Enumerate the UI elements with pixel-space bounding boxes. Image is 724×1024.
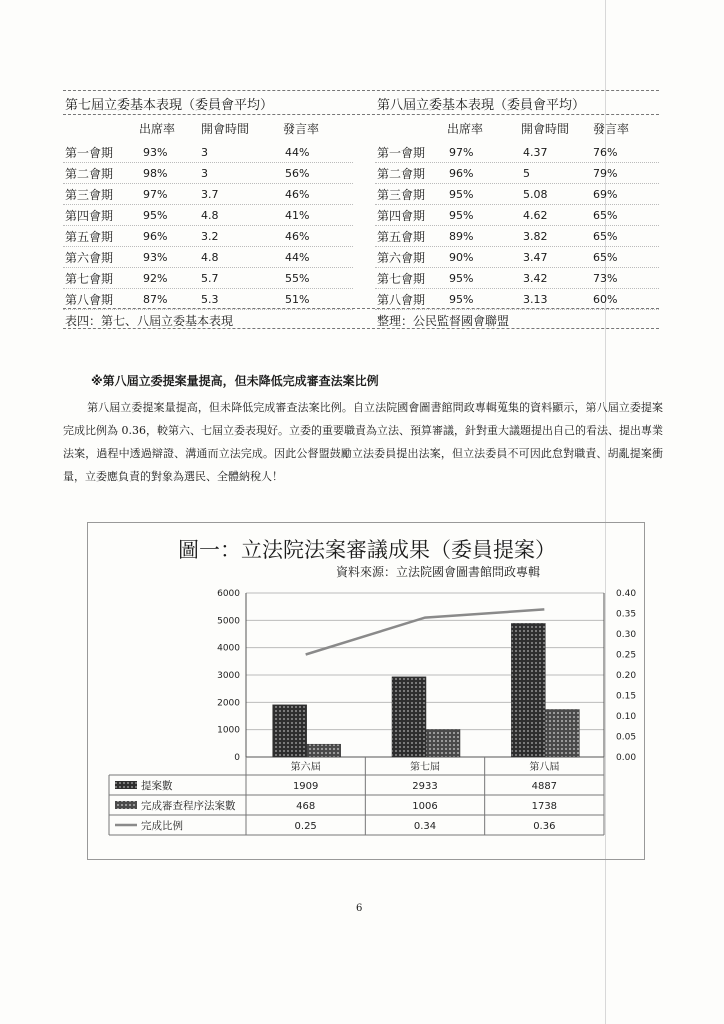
cell-attendance: 90% [449,251,474,264]
cell-speech: 44% [285,251,310,264]
table-row [375,142,659,163]
cell-speech: 46% [285,230,310,243]
header-speech: 發言率 [593,122,630,136]
bar-completed [545,709,579,757]
y-right-tick-label: 0.40 [616,589,637,599]
legend-swatch [115,801,137,809]
paragraph-text: 第八屆立委提案量提高，但未降低完成審查法案比例。自立法院國會圖書館問政專輯蒐集的資料顯示，第八屆立委提案完成比例為 0.36，較第六、七屆立委表現好。立委的重要職責為立法、預算審議，針對重大議題提出自己的看法、提出專業法案，過程中透過辯證、溝通而立法完成。因此公督盟鼓勵立法委員提出法案，但立法委員不可因此怠對職責、胡亂提案衝量，立委應負責的對象為選民、全體納稅人！ [63,401,663,483]
legend-swatch [115,781,137,789]
header-hours: 開會時間 [521,122,570,136]
table-title: 第八屆立委基本表現（委員會平均） [377,98,586,113]
y-left-tick-label: 1000 [217,725,240,736]
table-source-note: 整理：公民監督國會聯盟 [377,314,510,328]
cell-session: 第八會期 [65,293,114,307]
header-attendance: 出席率 [447,122,484,136]
data-table-value: 2933 [412,781,438,792]
legend-label: 提案數 [141,780,173,792]
section-paragraph [63,396,663,488]
table-rule [63,114,659,115]
cell-session: 第一會期 [377,146,426,160]
bills-chart [87,522,643,842]
cell-speech: 55% [285,272,310,285]
cell-attendance: 97% [143,188,168,201]
y-right-tick-label: 0.15 [616,691,637,702]
bar-proposals [273,705,307,757]
table-row [63,289,353,310]
cell-session: 第四會期 [377,209,426,223]
cell-attendance: 95% [449,209,474,222]
cell-attendance: 96% [143,230,168,243]
cell-speech: 76% [593,146,618,159]
cell-hours: 3.82 [523,230,548,243]
cell-hours: 4.8 [201,209,219,222]
legend-label: 完成比例 [141,820,183,832]
cell-speech: 65% [593,251,618,264]
table-row [63,247,353,268]
cell-hours: 4.62 [523,209,548,222]
data-table-value: 1738 [531,801,558,812]
table-row [63,163,353,184]
cell-speech: 79% [593,167,618,180]
cell-session: 第八會期 [377,293,426,307]
table-caption: 表四：第七、八屆立委基本表現 [65,314,234,328]
table-rule [63,90,659,91]
y-right-tick-label: 0.10 [616,712,637,722]
cell-session: 第三會期 [377,188,426,202]
x-category-label: 第八屆 [529,762,560,773]
cell-hours: 3.47 [523,251,548,264]
x-category-label: 第七屆 [410,762,440,773]
data-table-value: 0.36 [533,821,556,832]
cell-speech: 51% [285,293,310,306]
cell-speech: 44% [285,146,310,159]
data-table-value: 4887 [531,781,558,792]
cell-attendance: 97% [449,146,474,159]
cell-speech: 41% [285,209,310,222]
y-right-tick-label: 0.20 [616,671,637,681]
y-left-tick-label: 2000 [217,698,240,709]
cell-attendance: 89% [449,230,474,243]
cell-hours: 4.8 [201,251,219,264]
cell-attendance: 95% [143,209,168,222]
y-left-tick-label: 3000 [217,671,240,681]
cell-hours: 5 [523,167,530,180]
cell-session: 第六會期 [65,251,114,265]
table-row [375,226,659,247]
y-left-tick-label: 6000 [217,589,240,599]
cell-session: 第三會期 [65,188,114,202]
table-row [63,226,353,247]
cell-attendance: 95% [449,293,474,306]
y-left-tick-label: 4000 [217,643,240,654]
cell-speech: 56% [285,167,310,180]
data-table-value: 0.25 [294,821,317,832]
bar-completed [307,744,341,757]
header-hours: 開會時間 [201,122,250,136]
table-row [375,289,659,310]
y-right-tick-label: 0.30 [616,630,637,640]
cell-attendance: 87% [143,293,168,306]
cell-speech: 73% [593,272,618,285]
cell-attendance: 93% [143,146,168,159]
cell-hours: 3.42 [523,272,548,285]
chart-title: 圖一：立法院法案審議成果（委員提案） [178,538,556,562]
header-attendance: 出席率 [139,122,176,136]
table-row [375,205,659,226]
chart-subtitle: 資料來源：立法院國會圖書館問政專輯 [336,565,541,579]
cell-hours: 5.3 [201,293,219,306]
table-row [63,184,353,205]
cell-attendance: 98% [143,167,168,180]
cell-session: 第七會期 [65,272,114,286]
cell-speech: 60% [593,293,618,306]
data-table-value: 0.34 [413,821,437,832]
data-table-value: 468 [296,801,316,812]
cell-session: 第六會期 [377,251,426,265]
cell-attendance: 95% [449,188,474,201]
table-row [375,268,659,289]
cell-hours: 3.13 [523,293,548,306]
y-right-tick-label: 0.00 [616,753,637,763]
cell-speech: 69% [593,188,618,201]
cell-hours: 3 [201,167,208,180]
table-row [63,142,353,163]
cell-hours: 3.7 [201,188,219,201]
performance-tables [63,90,659,328]
cell-hours: 3 [201,146,208,159]
table-row [375,184,659,205]
cell-attendance: 95% [449,272,474,285]
cell-attendance: 96% [449,167,474,180]
section-heading: ※第八屆立委提案量提高，但未降低完成審查法案比例 [91,374,379,388]
cell-session: 第四會期 [65,209,114,223]
y-left-tick-label: 0 [234,753,240,763]
cell-speech: 65% [593,209,618,222]
bar-completed [426,730,460,757]
cell-session: 第七會期 [377,272,426,286]
table-header [63,120,353,138]
legend-label: 完成審查程序法案數 [141,800,236,812]
cell-session: 第一會期 [65,146,114,160]
cell-hours: 4.37 [523,146,548,159]
y-right-tick-label: 0.05 [616,732,637,743]
cell-session: 第五會期 [65,230,114,244]
cell-speech: 65% [593,230,618,243]
cell-attendance: 92% [143,272,168,285]
cell-hours: 3.2 [201,230,219,243]
bar-proposals [511,623,545,757]
header-speech: 發言率 [283,122,320,136]
cell-session: 第二會期 [377,167,426,181]
cell-hours: 5.08 [523,188,548,201]
cell-speech: 46% [285,188,310,201]
cell-session: 第二會期 [65,167,114,181]
x-category-label: 第六屆 [290,762,321,773]
bar-proposals [392,677,426,757]
data-table-value: 1006 [412,801,438,812]
cell-attendance: 93% [143,251,168,264]
cell-hours: 5.7 [201,272,219,285]
data-table-value: 1909 [292,781,319,792]
table-title: 第七屆立委基本表現（委員會平均） [65,98,274,113]
table-row [63,268,353,289]
table-header [375,120,659,138]
page-number: 6 [356,903,363,914]
cell-session: 第五會期 [377,230,426,244]
table-row [375,247,659,268]
table-row [375,163,659,184]
table-row [63,205,353,226]
y-left-tick-label: 5000 [217,616,240,627]
y-right-tick-label: 0.35 [616,609,637,620]
y-right-tick-label: 0.25 [616,650,637,661]
